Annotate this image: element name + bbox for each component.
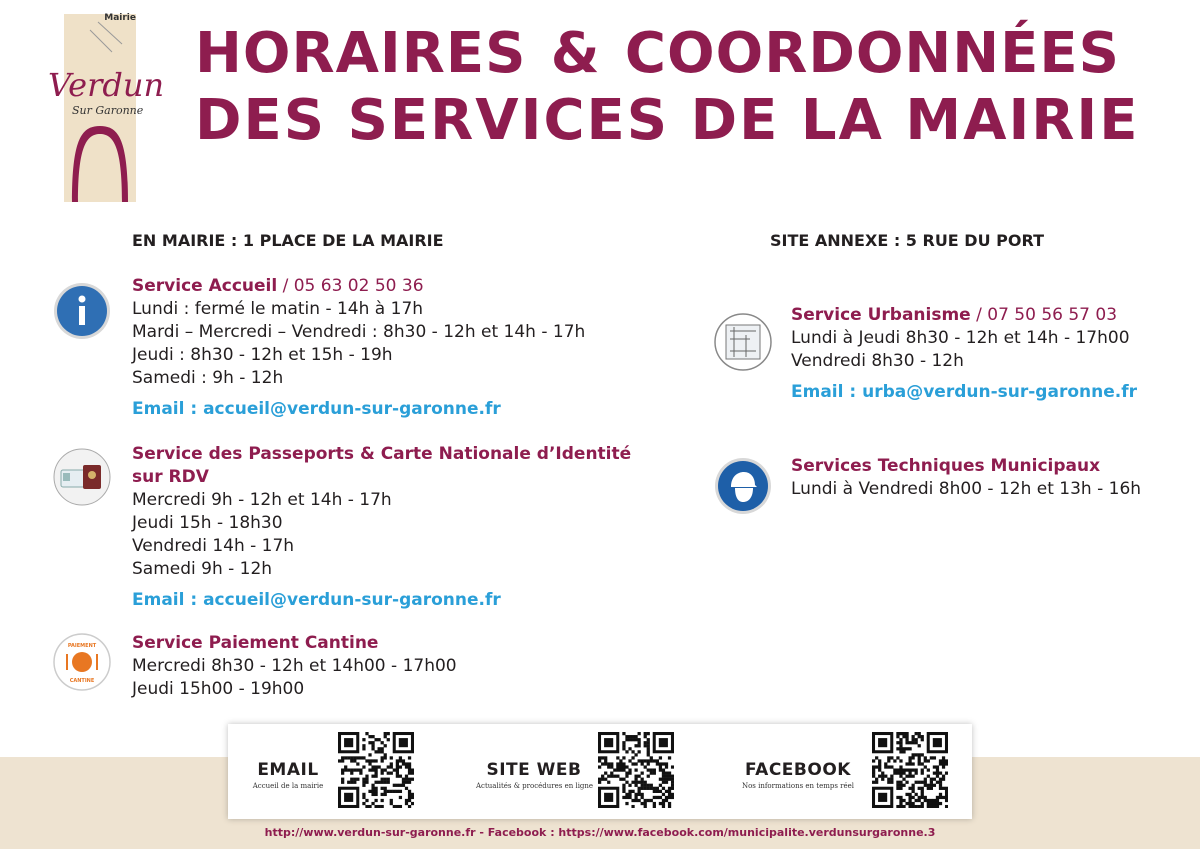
passport-icon	[53, 448, 111, 506]
schedule-line: Mercredi 9h - 12h et 14h - 17h	[132, 490, 392, 510]
footer-urls[interactable]: http://www.verdun-sur-garonne.fr - Facebook : https://www.facebook.com/municipalite.verdunsurgaronne.3	[264, 826, 936, 839]
schedule-line: Vendredi 14h - 17h	[132, 536, 295, 556]
service-techniques	[791, 455, 1141, 501]
qr-site-sub: Actualités & procédures en ligne	[476, 782, 594, 790]
canteen-icon	[53, 633, 111, 691]
service-passeports	[132, 443, 631, 612]
info-icon	[53, 282, 111, 340]
service-passeports-email[interactable]: Email : accueil@verdun-sur-garonne.fr	[132, 590, 501, 610]
blueprint-icon	[714, 313, 772, 371]
service-urbanisme	[791, 304, 1137, 404]
page-title	[195, 20, 1140, 154]
service-cantine-name: Service Paiement Cantine	[132, 633, 379, 653]
schedule-line: Jeudi 15h00 - 19h00	[132, 679, 305, 699]
service-techniques-name: Services Techniques Municipaux	[791, 456, 1101, 476]
schedule-line: Lundi à Jeudi 8h30 - 12h et 14h - 17h00	[791, 328, 1130, 348]
canteen-icon-top: PAIEMENT	[67, 643, 97, 649]
schedule-line: Jeudi : 8h30 - 12h et 15h - 19h	[132, 345, 393, 365]
verdun-logo	[42, 8, 170, 204]
qr-facebook	[724, 724, 972, 819]
helmet-icon	[714, 457, 772, 515]
qr-facebook-label: FACEBOOK	[745, 760, 851, 780]
schedule-line: Mardi – Mercredi – Vendredi : 8h30 - 12h et 14h - 17h	[132, 322, 586, 342]
service-accueil-phone[interactable]: / 05 63 02 50 36	[277, 276, 424, 296]
schedule-line: Mercredi 8h30 - 12h et 14h00 - 17h00	[132, 656, 457, 676]
service-passeports-name-2: sur RDV	[132, 467, 209, 487]
logo-mairie-label: Mairie	[104, 13, 136, 23]
service-urbanisme-name: Service Urbanisme	[791, 305, 971, 325]
logo-subname: Sur Garonne	[72, 104, 144, 117]
schedule-line: Samedi : 9h - 12h	[132, 368, 284, 388]
service-urbanisme-email[interactable]: Email : urba@verdun-sur-garonne.fr	[791, 382, 1137, 402]
schedule-line: Vendredi 8h30 - 12h	[791, 351, 964, 371]
service-accueil	[132, 275, 585, 421]
qr-code-email[interactable]	[338, 732, 414, 808]
left-location-heading: EN MAIRIE : 1 PLACE DE LA MAIRIE	[132, 231, 444, 250]
qr-email-sub: Accueil de la mairie	[252, 782, 324, 790]
qr-site-label: SITE WEB	[486, 760, 582, 780]
qr-code-facebook[interactable]	[872, 732, 948, 808]
title-line-2: DES SERVICES DE LA MAIRIE	[195, 88, 1140, 153]
qr-code-site[interactable]	[598, 732, 674, 808]
canteen-icon-bottom: CANTINE	[69, 678, 95, 684]
service-accueil-name: Service Accueil	[132, 276, 278, 296]
service-cantine	[132, 632, 457, 701]
title-line-1: HORAIRES & COORDONNÉES	[195, 21, 1120, 86]
qr-site	[476, 724, 724, 819]
logo-name: Verdun	[48, 66, 165, 104]
schedule-line: Lundi à Vendredi 8h00 - 12h et 13h - 16h	[791, 479, 1142, 499]
right-location-heading: SITE ANNEXE : 5 RUE DU PORT	[770, 231, 1044, 250]
schedule-line: Samedi 9h - 12h	[132, 559, 273, 579]
schedule-line: Lundi : fermé le matin - 14h à 17h	[132, 299, 424, 319]
service-urbanisme-phone[interactable]: / 07 50 56 57 03	[970, 305, 1118, 325]
service-accueil-email[interactable]: Email : accueil@verdun-sur-garonne.fr	[132, 399, 501, 419]
service-passeports-name-1: Service des Passeports & Carte Nationale d’Identité	[132, 444, 632, 464]
qr-panel	[228, 724, 972, 819]
qr-facebook-sub: Nos informations en temps réel	[741, 782, 855, 790]
qr-email	[228, 724, 476, 819]
qr-email-label: EMAIL	[257, 760, 319, 780]
schedule-line: Jeudi 15h - 18h30	[132, 513, 283, 533]
